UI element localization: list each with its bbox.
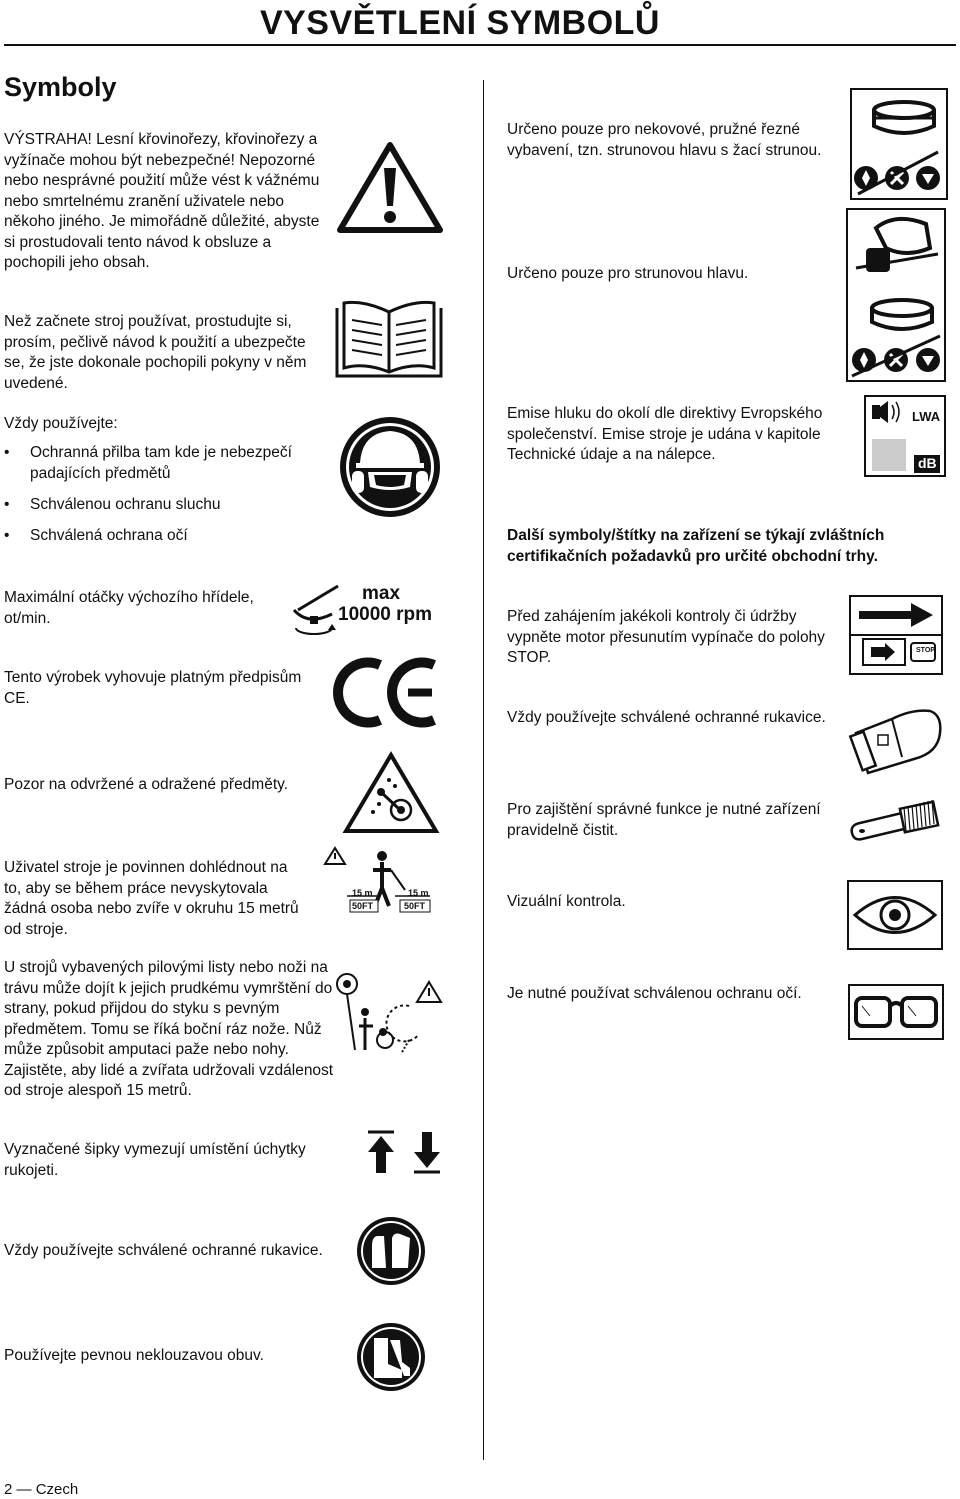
manual-book-icon	[334, 300, 444, 380]
nonmetal-trimmer-icon	[850, 88, 948, 200]
safety-boots-icon	[356, 1322, 426, 1392]
handle-arrow-up-icon	[366, 1130, 396, 1175]
safety-glasses-icon	[848, 984, 944, 1040]
warning-triangle-icon	[335, 140, 445, 235]
page-footer	[4, 1481, 78, 1498]
gloves-text-left: Vždy používejte schválené ochranné rukavice.	[4, 1242, 323, 1259]
bullet-helmet: Ochranná přilba tam kde je nebezpečí padajících předmětů	[30, 444, 292, 482]
bullet-dot: •	[4, 527, 10, 544]
footer-language: Czech	[35, 1481, 79, 1498]
bullet-dot: •	[4, 444, 10, 461]
ce-text: Tento výrobek vyhovuje platným předpisům CE.	[4, 669, 302, 707]
helmet-ppe-icon	[338, 415, 442, 519]
distance-m-left: 15 m	[352, 888, 373, 898]
stop-switch-icon	[849, 595, 943, 675]
gloves-ppe-icon	[356, 1216, 426, 1286]
rpm-label: 10000 rpm	[338, 604, 433, 625]
page-title: VYSVĚTLENÍ SYMBOLŮ	[259, 4, 660, 42]
eye-protection-text: Je nutné používat schválenou ochranu očí.	[507, 985, 802, 1002]
manual-text: Než začnete stroj používat, prostudujte si, prosím, pečlivě návod k použití a ubezpečte se, že jste dokonale pochopili pokyny v něm uvedené.	[4, 313, 307, 392]
column-divider	[483, 80, 484, 1460]
bullet-dot: •	[4, 496, 10, 513]
visual-text: Vizuální kontrola.	[507, 893, 626, 910]
other-symbols-text: Další symboly/štítky na zařízení se týkají zvláštních certifikačních požadavků pro určité obchodní trhy.	[507, 527, 885, 565]
title-underline	[4, 44, 956, 46]
thrown-objects-icon	[343, 752, 439, 834]
arrows-text: Vyznačené šipky vymezují umístění úchytky rukojeti.	[4, 1141, 306, 1179]
distance-m-right: 15 m	[408, 888, 429, 898]
stop-engine-text: Před zahájením jakékoli kontroly či údržby vypněte motor přesunutím vypínače do polohy STOP.	[507, 608, 825, 666]
clean-text: Pro zajištění správné funkce je nutné zařízení pravidelně čistit.	[507, 801, 821, 839]
always-use-label: Vždy používejte:	[4, 415, 118, 432]
boots-text: Používejte pevnou neklouzavou obuv.	[4, 1347, 264, 1364]
max-speed-text: Maximální otáčky výchozího hřídele, ot/min.	[4, 589, 254, 627]
blade-kickback-icon	[335, 970, 445, 1060]
handle-arrow-down-icon	[412, 1130, 442, 1175]
trimmer-head-only-icon	[846, 208, 946, 382]
gloves-text-right: Vždy používejte schválené ochranné rukavice.	[507, 709, 826, 726]
warning-text: VÝSTRAHA! Lesní křovinořezy, křovinořezy a vyžínače mohou být nebezpečné! Nepozorné nebo nesprávné použití může vést k vážnému nebo smrtelnému zranění uživatele nebo někoho jiného. Je mimořádně důležité, abyste si prostudovali tento návod k obsluze a pochopili jeho obsah.	[4, 131, 320, 271]
blade-kick-text: U strojů vybavených pilovými listy nebo noži na trávu může dojít k jejich prudkému vymrštění do strany, pokud přijdou do styku s pevným předmětem. Tomu se říká boční ráz nože. Nůž může způsobit amputaci paže nebo nohy. Zajistěte, aby lidé a zvířata udržovali vzdálenost od stroje alespoň 15 metrů.	[4, 959, 334, 1099]
noise-text: Emise hluku do okolí dle direktivy Evropského společenství. Emise stroje je udána v kapitole Technické údaje a na nálepce.	[507, 405, 823, 463]
db-label: dB	[918, 455, 937, 471]
cleaning-brush-icon	[848, 795, 940, 847]
distance-ft-right: 50FT	[404, 901, 426, 911]
bullet-eyes: Schválená ochrana očí	[30, 527, 188, 544]
section-title: Symboly	[4, 72, 117, 102]
max-label: max	[362, 583, 401, 604]
protective-glove-icon	[852, 697, 944, 777]
footer-dash: —	[16, 1481, 36, 1498]
visual-inspection-eye-icon	[847, 880, 943, 950]
stop-label: STOP	[916, 647, 935, 654]
trimmer-only-text: Určeno pouze pro strunovou hlavu.	[507, 265, 749, 282]
page-number: 2	[4, 1481, 13, 1498]
ce-mark-icon	[332, 655, 442, 730]
distance-text: Uživatel stroje je povinnen dohlédnout na to, aby se během práce nevyskytovala žádná osoba nebo zvíře v okruhu 15 metrů od stroje.	[4, 859, 299, 938]
distance-ft-left: 50FT	[352, 901, 374, 911]
lwa-label: LWA	[912, 409, 941, 424]
bullet-hearing: Schválenou ochranu sluchu	[30, 496, 221, 513]
nonmetal-text: Určeno pouze pro nekovové, pružné řezné vybavení, tzn. strunovou hlavu s žací strunou.	[507, 121, 822, 159]
thrown-objects-text: Pozor na odvržené a odražené předměty.	[4, 776, 289, 793]
